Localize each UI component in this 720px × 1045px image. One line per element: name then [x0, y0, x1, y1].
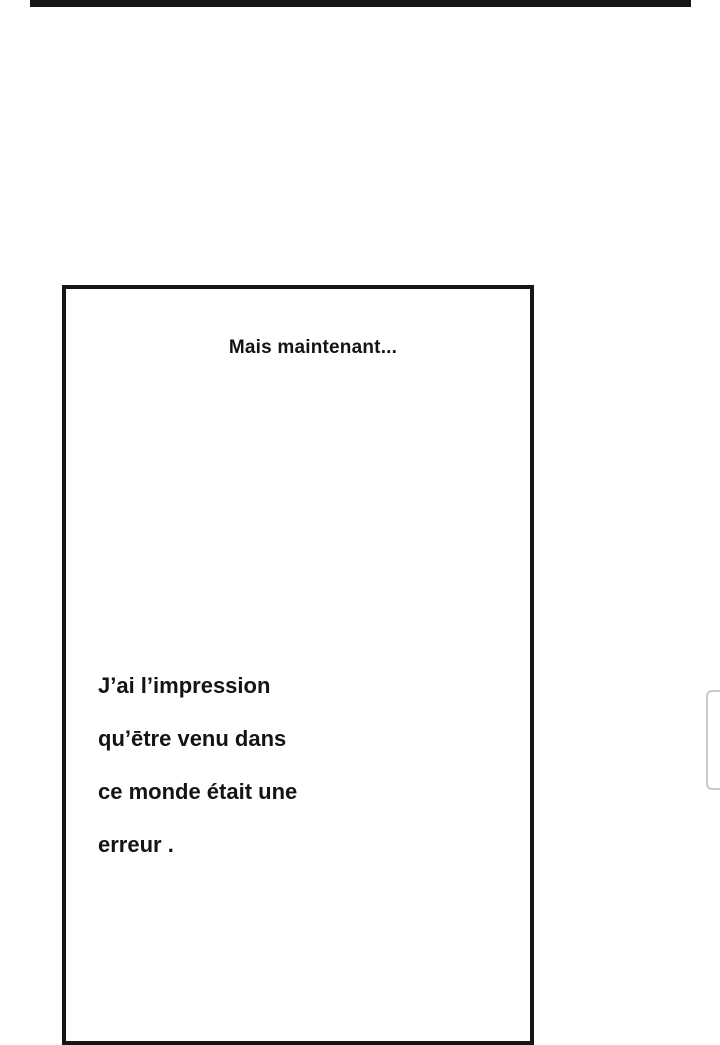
previous-panel-edge: [30, 0, 691, 7]
caption-line: ce monde était une: [98, 779, 298, 804]
panel-caption-top: Mais maintenant...: [228, 337, 398, 358]
caption-line: qu’ētre venu dans: [98, 726, 287, 751]
comic-panel: [62, 285, 534, 1045]
caption-line: J’ai l’impression: [98, 673, 271, 698]
panel-caption-body: [98, 659, 498, 871]
caption-line: erreur .: [98, 832, 174, 857]
page-edge-sliver: [706, 690, 720, 790]
